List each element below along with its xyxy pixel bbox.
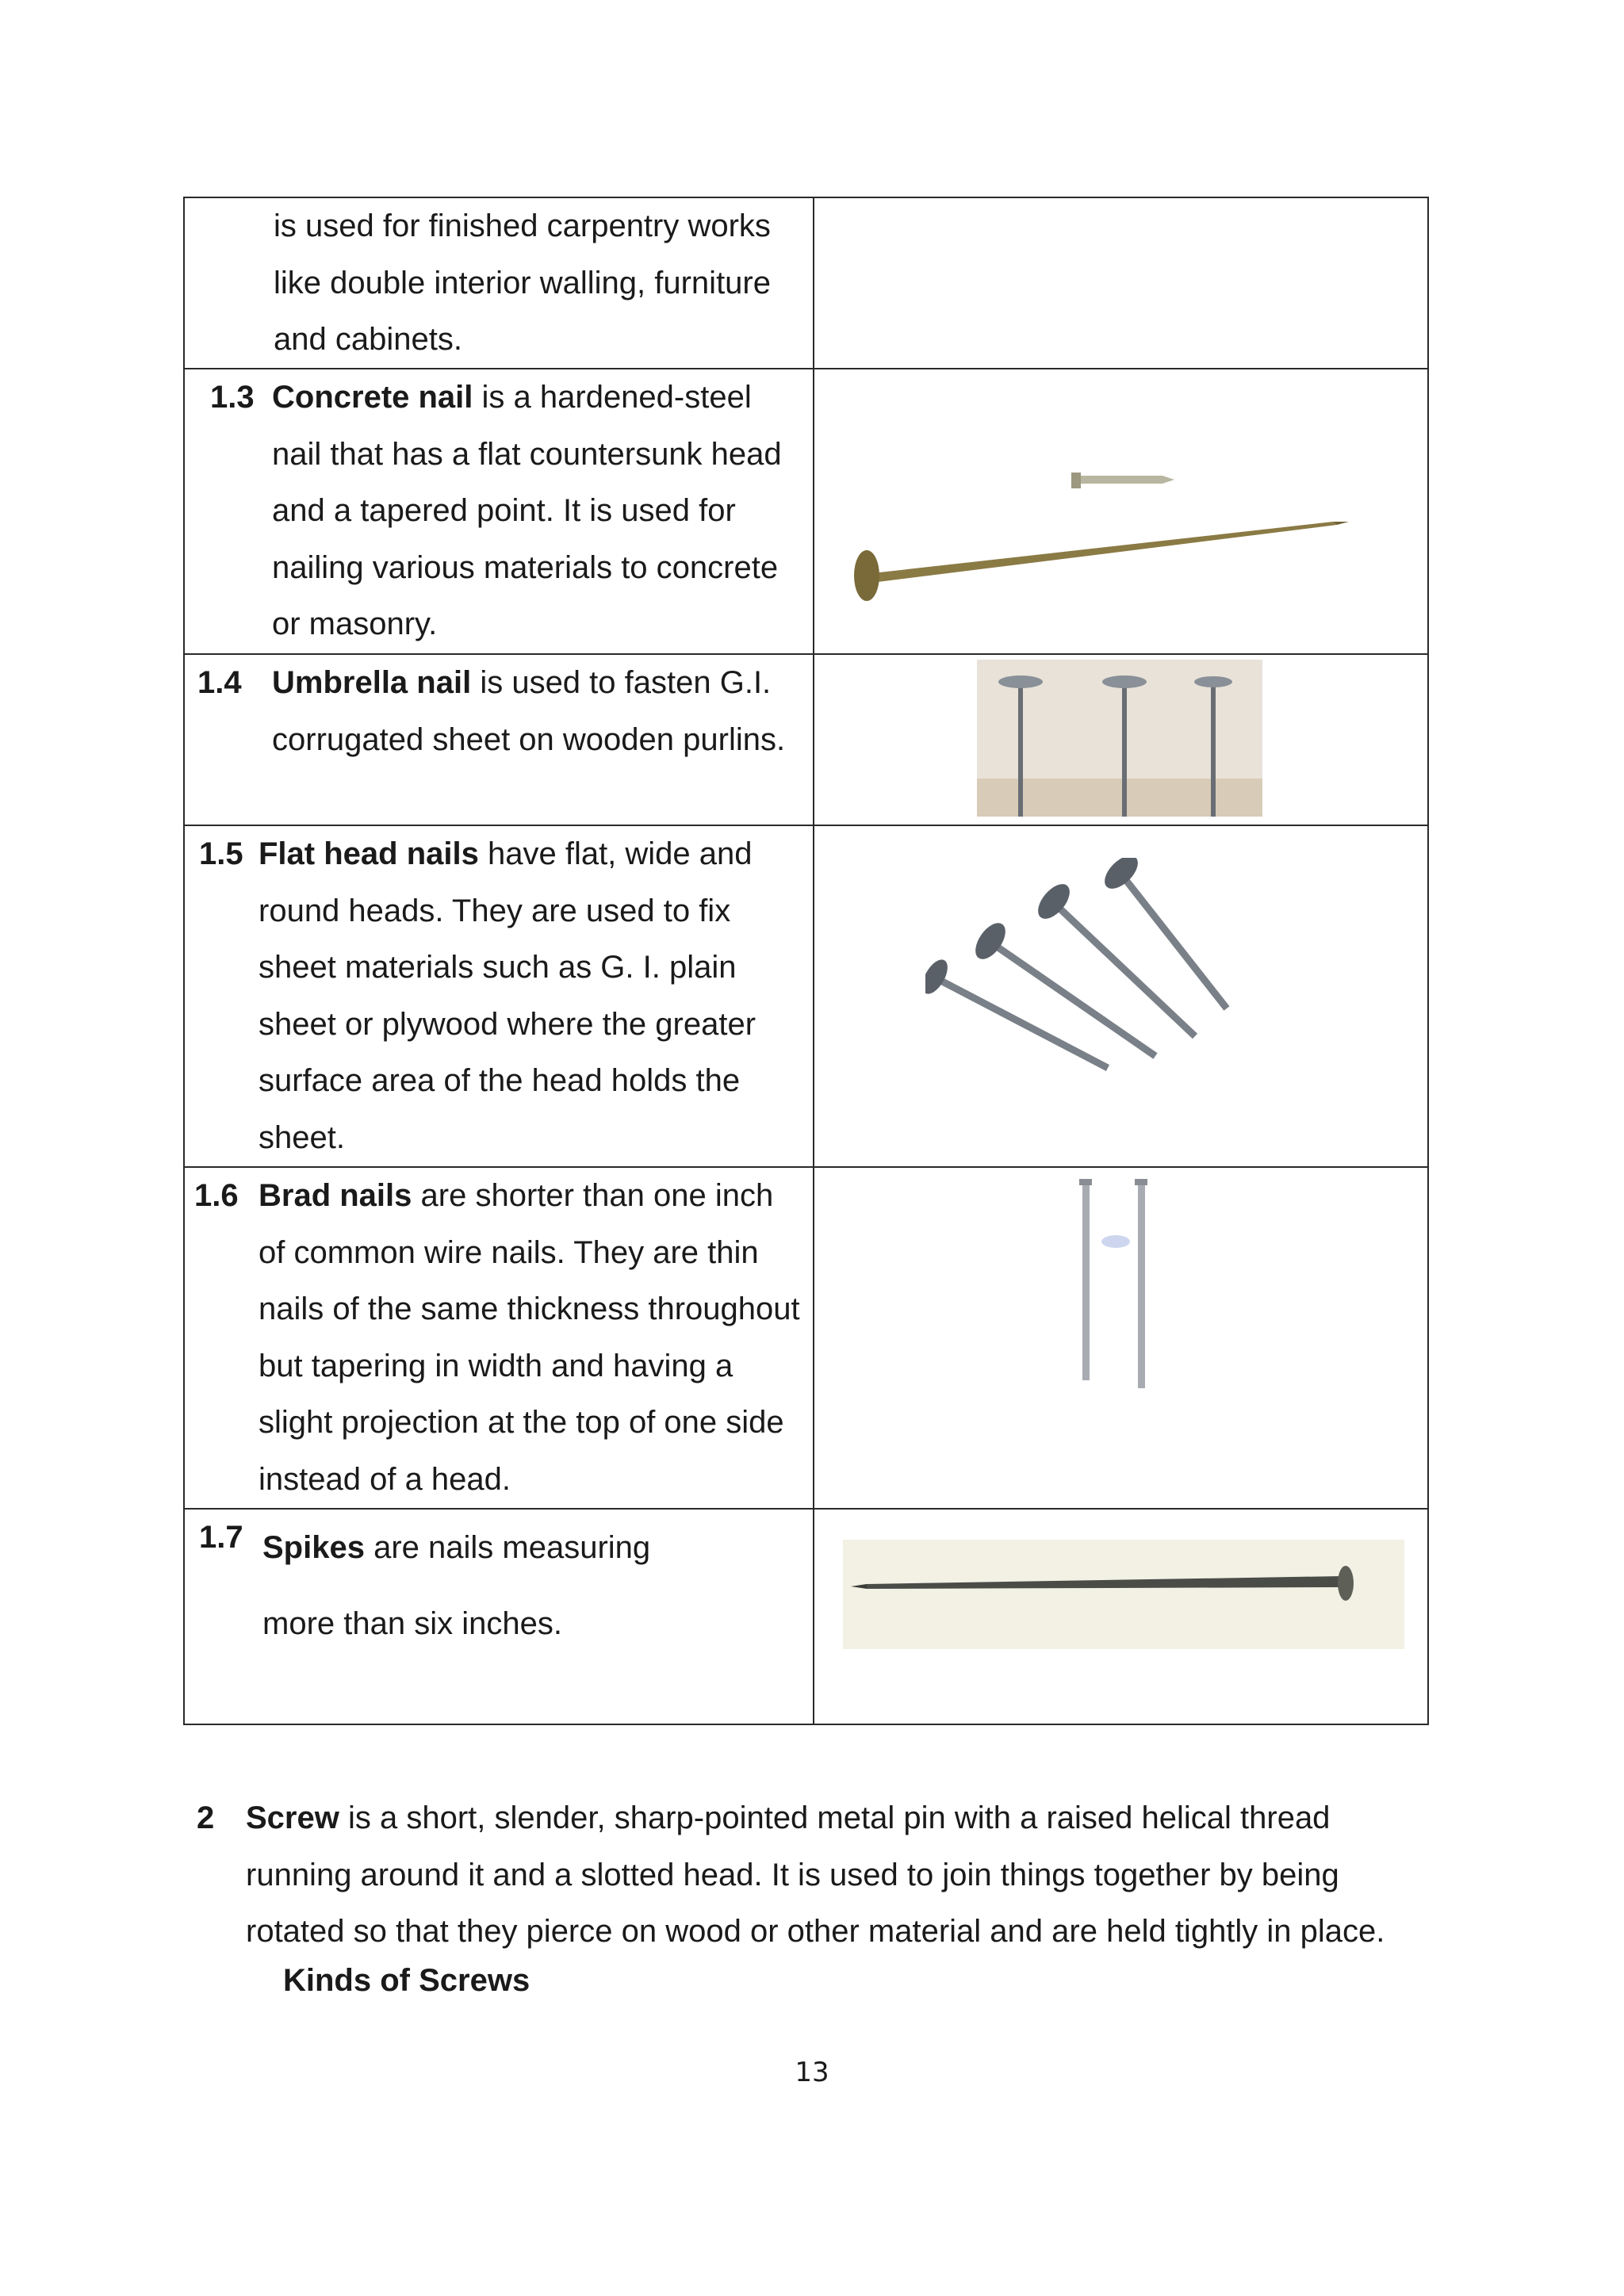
row-description: have flat, wide and round heads. They are used to fix sheet materials such as G. I. plain sheet or plywood where the greater surface area of the head holds the sheet.: [259, 836, 756, 1155]
description-cell: [184, 1509, 814, 1724]
row-description: are shorter than one inch of common wire nails. They are thin nails of the same thickness throughout but tapering in width and having a slight projection at the top of one side instead of a head.: [259, 1178, 800, 1497]
screw-paragraph: [197, 1790, 1434, 1961]
image-cell: [814, 654, 1428, 825]
item-term: Concrete nail: [272, 380, 473, 415]
concrete-nail-photo: [841, 409, 1365, 607]
page-number: 13: [795, 2057, 829, 2088]
item-number: 1.4: [197, 665, 242, 700]
description-cell: [184, 825, 814, 1167]
section-number: 2: [197, 1800, 215, 1835]
image-cell: [814, 369, 1428, 654]
spike-photo: [843, 1540, 1404, 1649]
table-row: [184, 825, 1428, 1167]
brad-nails-photo: [1052, 1174, 1179, 1396]
image-cell: [814, 197, 1428, 369]
nails-table: [183, 197, 1429, 1725]
image-cell: [814, 1509, 1428, 1724]
row-description: is used for finished carpentry works like double interior walling, furniture and cabinets.: [274, 209, 771, 357]
table-row: [184, 654, 1428, 825]
kinds-of-screws-heading: Kinds of Screws: [283, 1963, 530, 1998]
item-term: Spikes: [262, 1530, 365, 1565]
section-term: Screw: [246, 1800, 339, 1835]
table-row: [184, 1509, 1428, 1724]
row-description: is a hardened-steel nail that has a flat countersunk head and a tapered point. It is used for nailing various materials to concrete or masonry.: [272, 380, 782, 641]
description-cell: [184, 197, 814, 369]
flat-head-nails-photo: [925, 858, 1306, 1096]
item-term: Brad nails: [259, 1178, 412, 1213]
description-cell: [184, 654, 814, 825]
row-description: are nails measuring more than six inches.: [262, 1530, 651, 1641]
image-cell: [814, 825, 1428, 1167]
image-cell: [814, 1167, 1428, 1509]
description-cell: [184, 369, 814, 654]
item-term: Umbrella nail: [272, 665, 472, 700]
item-term: Flat head nails: [259, 836, 479, 871]
item-number: 1.3: [210, 380, 255, 415]
description-cell: [184, 1167, 814, 1509]
item-number: 1.7: [199, 1520, 243, 1555]
table-row: [184, 197, 1428, 369]
table-row: [184, 1167, 1428, 1509]
item-number: 1.5: [199, 836, 243, 871]
umbrella-nail-photo: [977, 660, 1262, 817]
section-description: is a short, slender, sharp-pointed metal pin with a raised helical thread running around it and a slotted head. It is used to join things together by being rotated so that they pierce on wood or other material and are held tightly in place.: [246, 1800, 1385, 1949]
item-number: 1.6: [194, 1178, 239, 1213]
table-row: [184, 369, 1428, 654]
row-description: is used to fasten G.I. corrugated sheet on wooden purlins.: [272, 665, 786, 757]
